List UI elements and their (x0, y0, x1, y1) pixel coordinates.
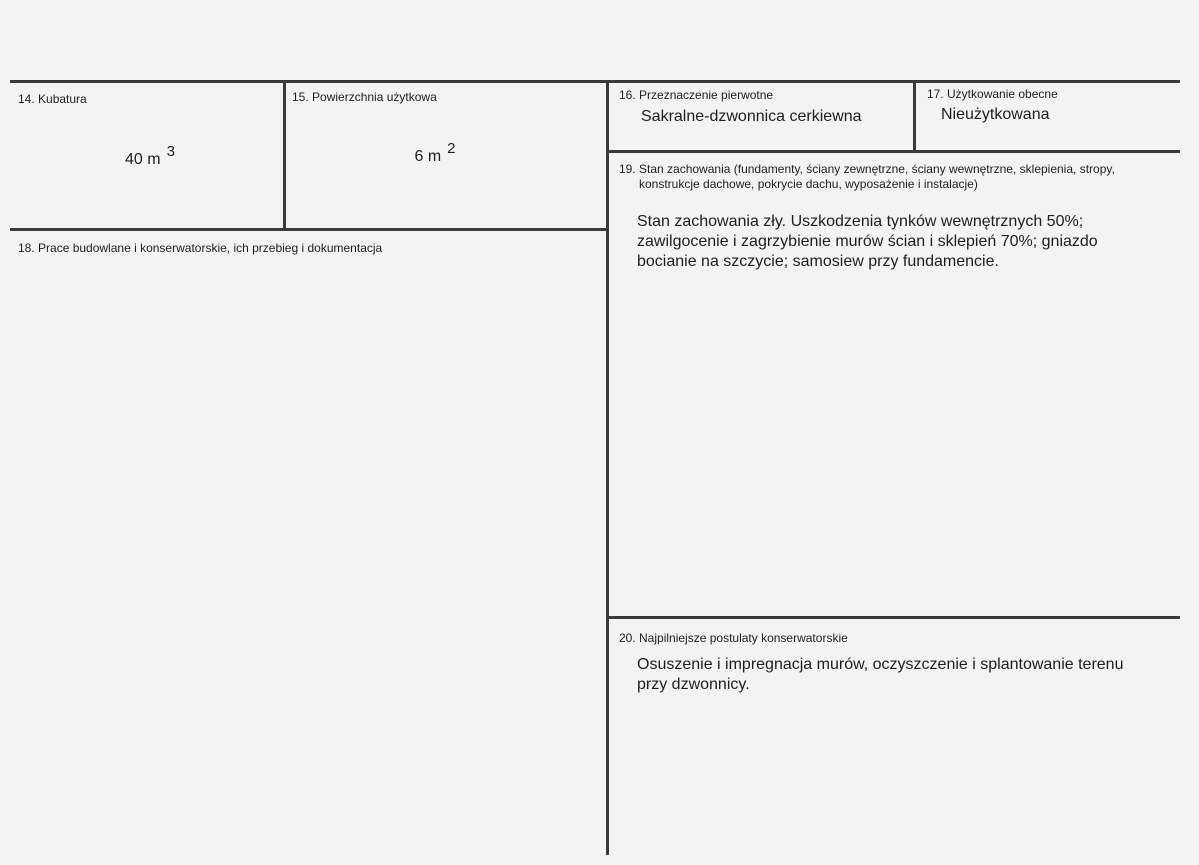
right-middle-line-1 (608, 150, 1180, 153)
uzytkowanie-value: Nieużytkowana (941, 106, 1050, 123)
kubatura-label: 14. Kubatura (18, 92, 87, 106)
center-divider (606, 80, 609, 855)
przeznaczenie-value: Sakralne-dzwonnica cerkiewna (641, 108, 862, 125)
kubatura-exponent: 3 (166, 143, 175, 160)
kubatura-value (110, 142, 190, 170)
uzytkowanie-label: 17. Użytkowanie obecne (927, 87, 1058, 101)
kubatura-number: 40 m (125, 151, 161, 168)
prace-label: 18. Prace budowlane i konserwatorskie, ich przebieg i dokumentacja (18, 241, 383, 255)
stan-value: Stan zachowania zły. Uszkodzenia tynków wewnętrznych 50%; zawilgocenie i zagrzybienie murów ścian i sklepień 70%; gniazdo bocianie na szczycie; samosiew przy fundamencie. (637, 213, 1098, 270)
powierzchnia-value (400, 139, 470, 167)
divider-16-17 (913, 80, 916, 152)
powierzchnia-number: 6 m (414, 148, 442, 165)
right-middle-line-2 (608, 616, 1180, 619)
divider-14-15 (283, 80, 286, 230)
stan-label-line1: 19. Stan zachowania (fundamenty, ściany zewnętrzne, ściany wewnętrzne, sklepienia, stropy, (619, 162, 1115, 176)
przeznaczenie-label: 16. Przeznaczenie pierwotne (619, 88, 774, 102)
top-border-line (10, 80, 1180, 83)
stan-label-line2: konstrukcje dachowe, pokrycie dachu, wyposażenie i instalacje) (639, 177, 978, 191)
postulaty-value: Osuszenie i impregnacja murów, oczyszczenie i splantowanie terenu przy dzwonnicy. (637, 656, 1124, 693)
postulaty-label: 20. Najpilniejsze postulaty konserwatorskie (619, 631, 848, 645)
powierzchnia-label: 15. Powierzchnia użytkowa (292, 90, 437, 104)
left-middle-line (10, 228, 608, 231)
powierzchnia-exponent: 2 (447, 140, 456, 157)
